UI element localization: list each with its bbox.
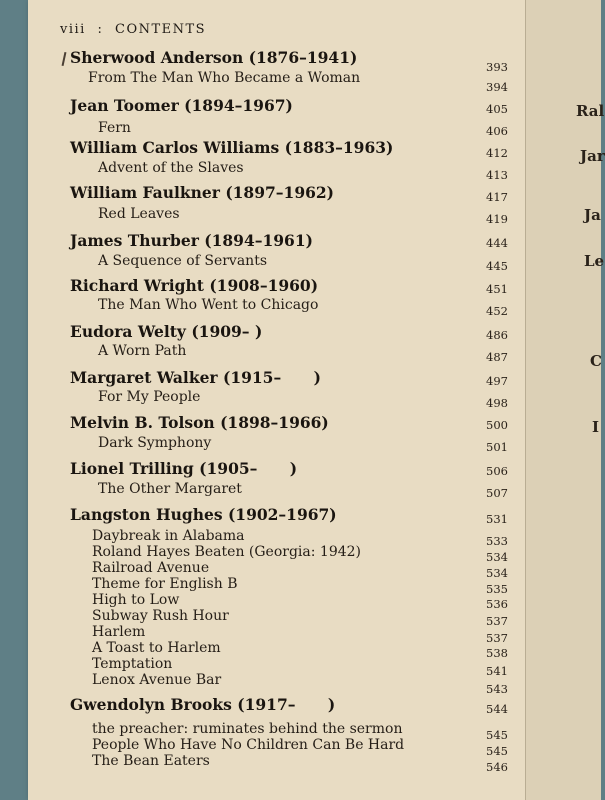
page-number: 543 xyxy=(486,682,508,696)
poem-title: Subway Rush Hour xyxy=(92,608,229,624)
facing-page xyxy=(525,0,605,800)
work-title: For My People xyxy=(98,389,201,405)
author-william-faulkner: William Faulkner (1897–1962) xyxy=(70,183,335,202)
page-numeral: viii xyxy=(60,22,86,37)
poem-title: People Who Have No Children Can Be Hard xyxy=(92,737,405,753)
work-title: Advent of the Slaves xyxy=(98,160,244,176)
author-richard-wright: Richard Wright (1908–1960) xyxy=(70,276,319,295)
page-number: 538 xyxy=(486,646,508,660)
page-number: 500 xyxy=(486,418,508,432)
pencil-mark xyxy=(62,52,67,66)
author-eudora-welty: Eudora Welty (1909– ) xyxy=(70,322,263,341)
poem-title: Temptation xyxy=(92,656,173,672)
page-number: 486 xyxy=(486,328,508,342)
page-number: 545 xyxy=(486,744,508,758)
work-title: Fern xyxy=(98,120,131,136)
poem-title: High to Low xyxy=(92,592,180,608)
facing-fragment: I xyxy=(592,418,600,436)
poem-title: the preacher: ruminates behind the sermon xyxy=(92,721,403,737)
poem-title: Railroad Avenue xyxy=(92,560,210,576)
page-number: 393 xyxy=(486,60,508,74)
page-number: 507 xyxy=(486,486,508,500)
author-melvin-b-tolson: Melvin B. Tolson (1898–1966) xyxy=(70,413,329,432)
page-number: 419 xyxy=(486,212,508,226)
work-title: The Man Who Went to Chicago xyxy=(98,297,319,313)
page-number: 544 xyxy=(486,702,508,716)
page-number: 451 xyxy=(486,282,508,296)
page-number: 545 xyxy=(486,728,508,742)
author-langston-hughes: Langston Hughes (1902–1967) xyxy=(70,505,337,524)
author-margaret-walker: Margaret Walker (1915– ) xyxy=(70,368,321,387)
author-william-carlos-williams: William Carlos Williams (1883–1963) xyxy=(70,138,394,157)
author-gwendolyn-brooks: Gwendolyn Brooks (1917– ) xyxy=(70,695,336,714)
page-number: 417 xyxy=(486,190,508,204)
header-separator: : xyxy=(97,22,104,37)
work-title: Dark Symphony xyxy=(98,435,212,451)
page-number: 406 xyxy=(486,124,508,138)
page-number: 534 xyxy=(486,550,508,564)
poem-title: Harlem xyxy=(92,624,146,640)
page-number: 405 xyxy=(486,102,508,116)
work-title: Red Leaves xyxy=(98,206,180,222)
work-title: From The Man Who Became a Woman xyxy=(88,70,361,86)
page-number: 444 xyxy=(486,236,508,250)
page-number: 498 xyxy=(486,396,508,410)
page-number: 394 xyxy=(486,80,508,94)
page-number: 452 xyxy=(486,304,508,318)
page-number: 535 xyxy=(486,582,508,596)
facing-fragment: C xyxy=(590,352,602,370)
facing-fragment: Jar xyxy=(580,147,605,165)
work-title: A Worn Path xyxy=(98,343,187,359)
page-number: 536 xyxy=(486,597,508,611)
author-sherwood-anderson: Sherwood Anderson (1876–1941) xyxy=(70,48,358,67)
page-number: 487 xyxy=(486,350,508,364)
poem-title: Roland Hayes Beaten (Georgia: 1942) xyxy=(92,544,362,560)
poem-title: Lenox Avenue Bar xyxy=(92,672,222,688)
book-page xyxy=(28,0,525,800)
facing-fragment: Le xyxy=(584,252,605,270)
poem-title: Daybreak in Alabama xyxy=(92,528,245,544)
page-number: 533 xyxy=(486,534,508,548)
page-number: 413 xyxy=(486,168,508,182)
facing-fragment: Ja xyxy=(584,206,601,224)
facing-fragment: Ral xyxy=(576,102,605,120)
page-number: 541 xyxy=(486,664,508,678)
author-lionel-trilling: Lionel Trilling (1905– ) xyxy=(70,459,298,478)
running-head xyxy=(60,22,206,37)
page-number: 501 xyxy=(486,440,508,454)
poem-title: Theme for English B xyxy=(92,576,238,592)
page-number: 506 xyxy=(486,464,508,478)
work-title: The Other Margaret xyxy=(98,481,242,497)
page-number: 412 xyxy=(486,146,508,160)
page-number: 531 xyxy=(486,512,508,526)
author-james-thurber: James Thurber (1894–1961) xyxy=(70,231,313,250)
page-number: 537 xyxy=(486,631,508,645)
page-number: 445 xyxy=(486,259,508,273)
page-number: 497 xyxy=(486,374,508,388)
poem-title: A Toast to Harlem xyxy=(92,640,221,656)
page-number: 534 xyxy=(486,566,508,580)
work-title: A Sequence of Servants xyxy=(98,253,268,269)
page-number: 537 xyxy=(486,614,508,628)
contents-heading: CONTENTS xyxy=(115,22,207,37)
page-number: 546 xyxy=(486,760,508,774)
author-jean-toomer: Jean Toomer (1894–1967) xyxy=(70,96,293,115)
poem-title: The Bean Eaters xyxy=(92,753,210,769)
